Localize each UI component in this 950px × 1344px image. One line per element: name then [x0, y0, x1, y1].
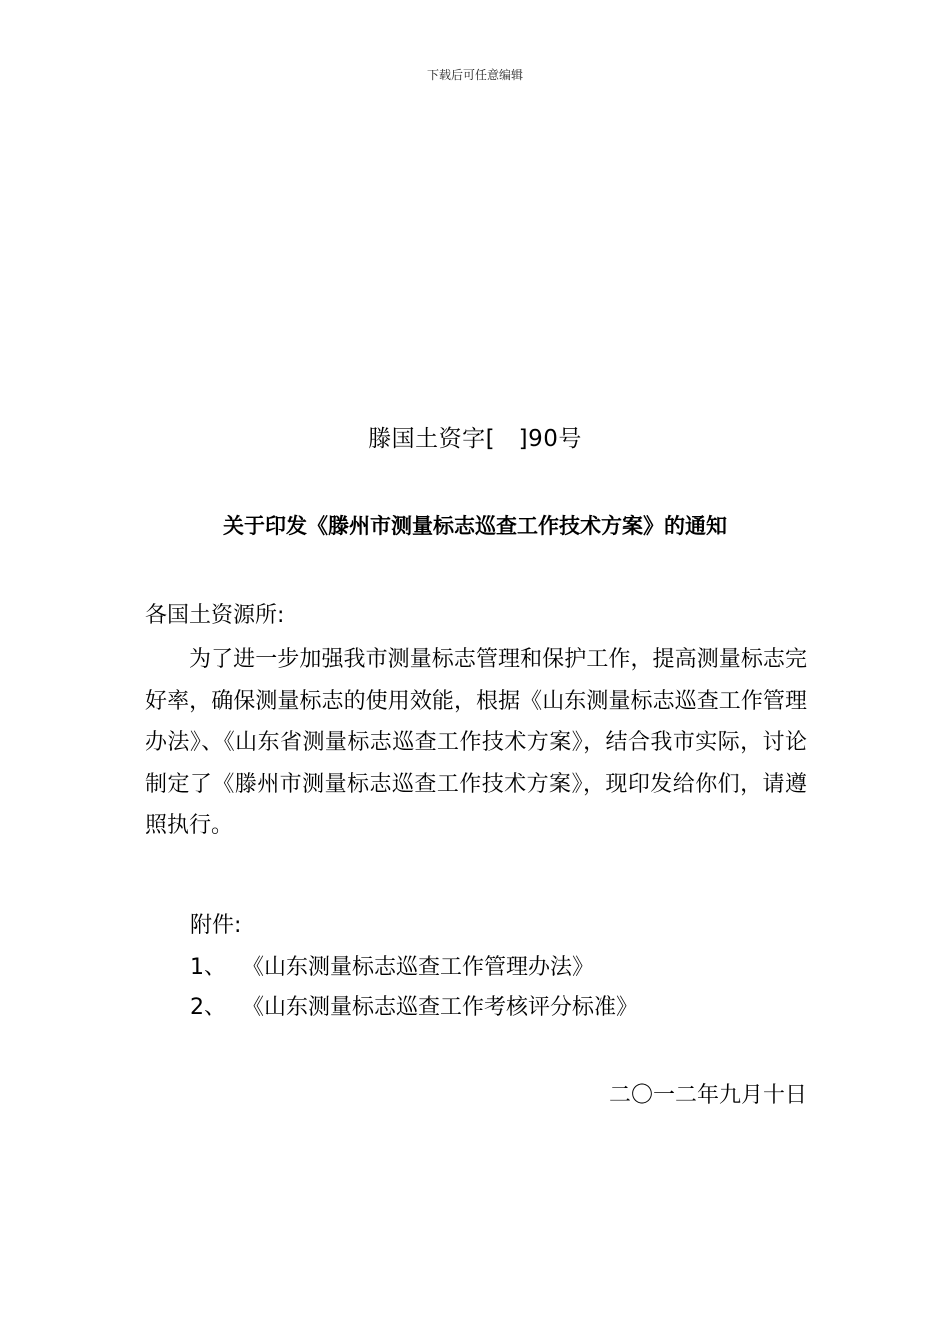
- attachment-item: [190, 990, 638, 1021]
- document-title: 关于印发《滕州市测量标志巡查工作技术方案》的通知: [223, 514, 727, 538]
- attachment-item: [190, 950, 594, 981]
- header-note: 下载后可任意编辑: [426, 68, 523, 82]
- document-date: 二〇一二年九月十日: [608, 1083, 807, 1108]
- attachment-title: 《山东测量标志巡查工作管理办法》: [242, 955, 595, 980]
- salutation: 各国土资源所:: [145, 603, 285, 628]
- document-number: 滕国土资字[ ]90号: [368, 426, 582, 452]
- attachment-number: 1、: [190, 955, 226, 980]
- body-paragraph: 为了进一步加强我市测量标志管理和保护工作，提高测量标志完好率，确保测量标志的使用效能，根据《山东测量标志巡查工作管理办法》、《山东省测量标志巡查工作技术方案》，结合我市实际，讨论制定了《滕州市测量标志巡查工作技术方案》，现印发给你们，请遵照执行。: [145, 647, 807, 838]
- attachments-label: 附件:: [190, 913, 242, 938]
- attachment-number: 2、: [190, 995, 226, 1020]
- attachment-title: 《山东测量标志巡查工作考核评分标准》: [242, 995, 639, 1020]
